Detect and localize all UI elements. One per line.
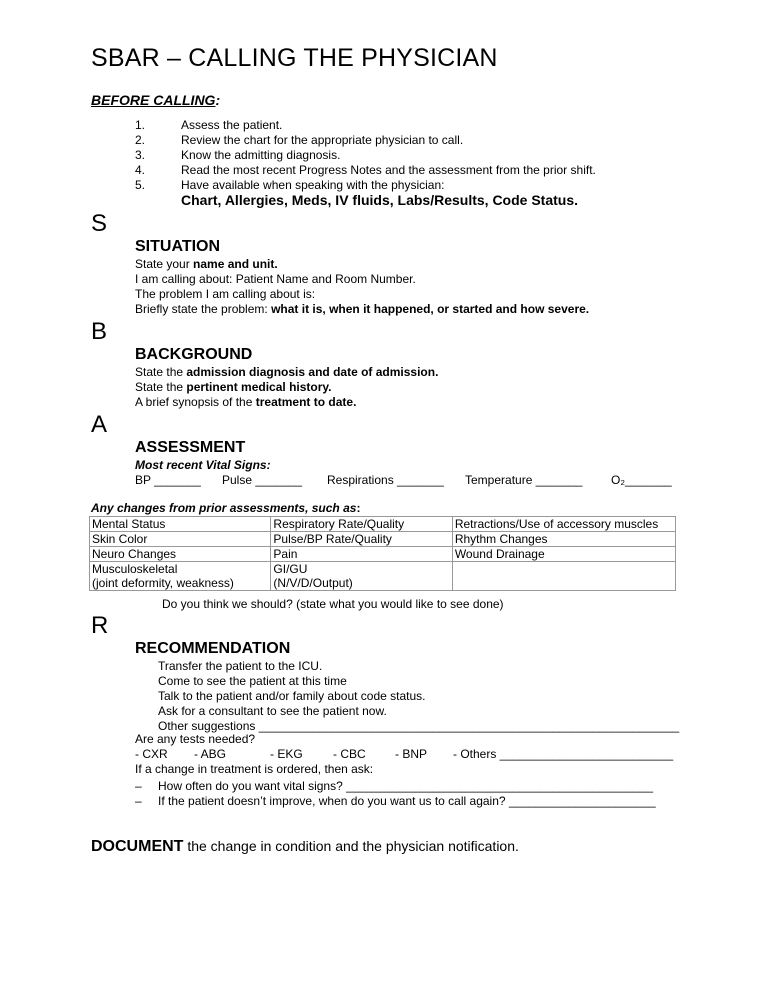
respirations-field: Respirations _______ (327, 473, 444, 487)
section-letter-r: R (91, 612, 109, 639)
situation-body: State your name and unit. I am calling about: Patient Name and Room Number. The problem I am calling about is: Briefly state the problem: what it is, when it happened, or started and how severe. (135, 257, 590, 316)
background-heading: BACKGROUND (135, 346, 253, 363)
recommendation-heading: RECOMMENDATION (135, 640, 291, 657)
table-row: Neuro Changes Pain Wound Drainage (90, 547, 676, 562)
recommendation-tests: Are any tests needed? - CXR - ABG - EKG - CBC - BNP - Others __________________________ If a change in treatment is ordered, then ask: – How often do you want vital signs? ______________________________________________ – If the patient doesn’t improve, when do you want us to call again? ______________________ (135, 732, 674, 808)
table-row: Musculoskeletal (joint deformity, weakness) GI/GU (N/V/D/Output) (90, 562, 676, 591)
changes-heading: Any changes from prior assessments, such as: (91, 501, 361, 515)
recommendation-items (158, 659, 679, 734)
temperature-field: Temperature _______ (465, 473, 583, 487)
tests-row: - CXR - ABG - EKG - CBC - BNP - Others __________________________ (135, 747, 674, 761)
background-body: State the admission diagnosis and date of admission. State the pertinent medical history. A brief synopsis of the treatment to date. (135, 365, 439, 409)
list-item: Transfer the patient to the ICU. (158, 659, 323, 673)
section-letter-b: B (91, 318, 108, 345)
table-row: Skin Color Pulse/BP Rate/Quality Rhythm Changes (90, 532, 676, 547)
table-row: Mental Status Respiratory Rate/Quality Retractions/Use of accessory muscles (90, 517, 676, 532)
page-title: SBAR – CALLING THE PHYSICIAN (91, 44, 498, 72)
question-row: – If the patient doesn’t improve, when do you want us to call again? ______________________ (135, 794, 656, 808)
document-instruction: DOCUMENT the change in condition and the physician notification. (91, 838, 519, 855)
bp-field: BP _______ (135, 473, 201, 487)
list-item: Talk to the patient and/or family about code status. (158, 689, 426, 703)
chart-items-line: Chart, Allergies, Meds, IV fluids, Labs/Results, Code Status. (181, 192, 579, 208)
after-table-question: Do you think we should? (state what you would like to see done) (162, 597, 504, 611)
list-item: Other suggestions _______________________________________________________________ (158, 719, 680, 733)
list-item: Come to see the patient at this time (158, 674, 347, 688)
situation-heading: SITUATION (135, 238, 221, 255)
vital-signs-heading: Most recent Vital Signs: (135, 458, 271, 472)
assessment-heading: ASSESSMENT (135, 439, 246, 456)
section-letter-s: S (91, 210, 108, 237)
pulse-field: Pulse _______ (222, 473, 303, 487)
section-letter-a: A (91, 411, 108, 438)
assessment-changes-table (89, 516, 676, 591)
o2-field: O₂_______ (611, 473, 672, 487)
question-row: – How often do you want vital signs? ______________________________________________ (135, 779, 654, 793)
before-calling-heading: BEFORE CALLING: (91, 92, 221, 108)
list-item: Ask for a consultant to see the patient now. (158, 704, 387, 718)
